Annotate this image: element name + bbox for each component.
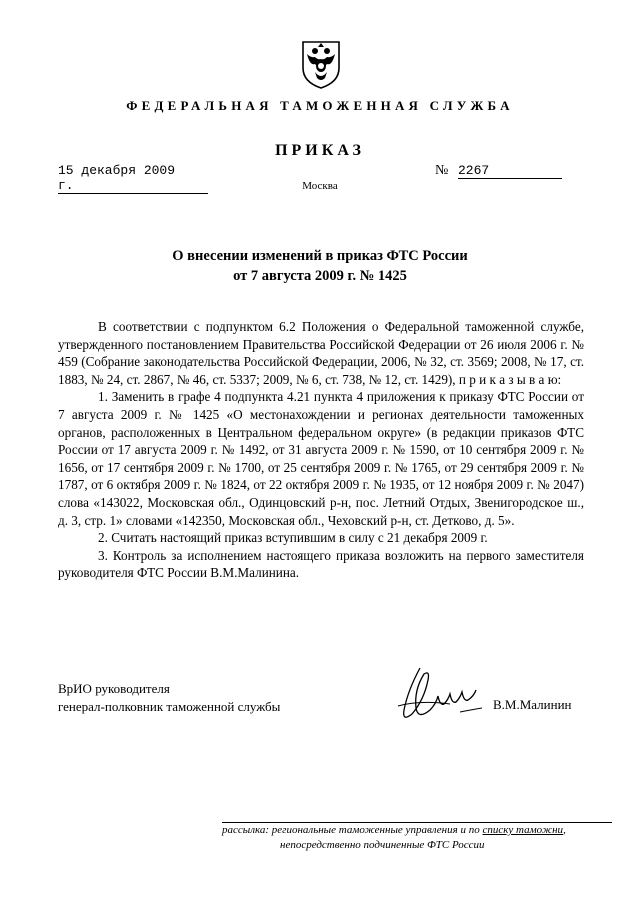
agency-name: ФЕДЕРАЛЬНАЯ ТАМОЖЕННАЯ СЛУЖБА — [126, 98, 514, 113]
mailing-customs-list-link: списку таможни — [482, 824, 564, 836]
russian-coat-of-arms-icon — [298, 38, 344, 90]
order-date: 15 декабря 2009 г. — [58, 163, 208, 194]
signer-position-line-2: генерал-полковник таможенной службы — [58, 698, 281, 714]
signer-name: В.М.Малинин — [493, 697, 572, 712]
order-word: п р и к а з ы в а ю: — [458, 371, 562, 387]
item-3-paragraph: 3. Контроль за исполнением настоящего приказа возложить на первого заместителя руководителя ФТС России В.М.Малинина. — [58, 547, 584, 581]
order-number-label: № — [435, 163, 449, 178]
preamble-paragraph — [58, 318, 584, 388]
order-number: 2267 — [458, 163, 562, 179]
mailing-line-2: непосредственно подчиненные ФТС России — [280, 839, 485, 851]
document-body — [58, 318, 584, 582]
handwritten-signature-icon — [390, 660, 490, 730]
signer-position-line-1: ВрИО руководителя — [58, 681, 170, 696]
mailing-line-1 — [222, 823, 612, 838]
mailing-suffix: , — [563, 824, 566, 836]
item-2-paragraph: 2. Считать настоящий приказ вступившим в силу с 21 декабря 2009 г. — [98, 530, 488, 546]
city: Москва — [302, 180, 338, 192]
document-title — [0, 246, 640, 286]
mailing-list — [222, 822, 612, 853]
mailing-prefix: рассылка: региональные таможенные управления и по — [222, 824, 483, 836]
signer-position — [58, 680, 358, 715]
title-line-1: О внесении изменений в приказ ФТС России — [172, 248, 468, 264]
document-type: ПРИКАЗ — [275, 142, 365, 159]
item-1-paragraph: 1. Заменить в графе 4 подпункта 4.21 пункта 4 приложения к приказу ФТС России от 7 августа 2009 г. № 1425 «О местонахождении и регионах деятельности таможенных органов, расположенных в Центральном федеральном округе» (в редакции приказов ФТС России от 17 августа 2009 г. № 1492, от 31 августа 2009 г. № 1590, от 10 сентября 2009 г. № 1656, от 17 сентября 2009 г. № 1700, от 25 сентября 2009 г. № 1765, от 29 сентября 2009 г. № 1787, от 6 октября 2009 г. № 1824, от 22 октября 2009 г. № 1935, от 12 ноября 2009 г. № 2047) слова «143022, Московская обл., Одинцовский р-н, пос. Летний Отдых, Звенигородское ш., д. 3, стр. 1» словами «142350, Московская обл., Чеховский р-н, ст. Детково, д. 5». — [58, 389, 584, 528]
title-line-2: от 7 августа 2009 г. № 1425 — [233, 268, 407, 284]
preamble-text: В соответствии с подпунктом 6.2 Положения о Федеральной таможенной службе, утвержденного постановлением Правительства Российской Федерации от 26 июля 2006 г. № 459 (Собрание законодательства Российской Федерации, 2006, № 32, ст. 3569; 2008, № 17, ст. 1883, № 24, ст. 2867, № 46, ст. 5337; 2009, № 6, ст. 738, № 12, ст. 1429), — [58, 319, 584, 387]
